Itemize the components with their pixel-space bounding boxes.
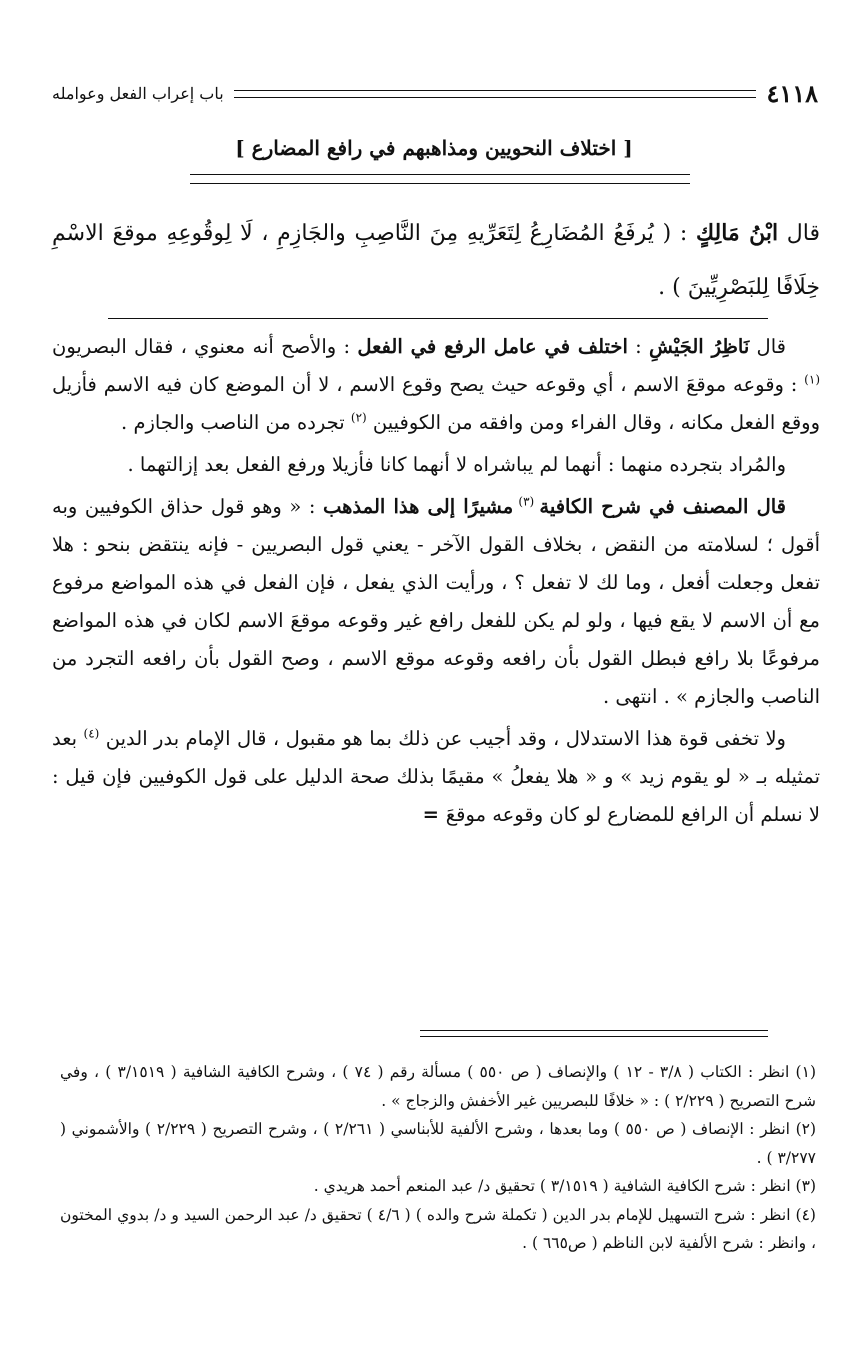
footnote-4: (٤) انظر : شرح التسهيل للإمام بدر الدين ( تكملة شرح والده ) ( ٤/٦ ) تحقيق د/ عبد الرحمن السيد و د/ بدوي المختون ، وانظر : شرح الألفية لابن الناظم ( ص٦٦٥ ) . bbox=[60, 1205, 816, 1252]
footnote-ref-2[interactable]: (٢) bbox=[350, 410, 367, 425]
paragraph-2: والمُراد بتجرده منهما : أنهما لم يباشراه لا أنهما كانا فأزيلا ورفع الفعل بعد إزالتهما . bbox=[127, 453, 786, 476]
paragraph-1 bbox=[52, 328, 820, 442]
paragraph-3 bbox=[52, 488, 820, 716]
verse-intro: قال bbox=[778, 221, 820, 246]
footnote-3: (٣) انظر : شرح الكافية الشافية ( ٣/١٥١٩ ) تحقيق د/ عبد المنعم أحمد هريدي . bbox=[313, 1177, 816, 1195]
p1-text-a: : والأصح أنه معنوي ، فقال البصريون bbox=[52, 335, 358, 358]
footnote-2: (٢) انظر : الإنصاف ( ص ٥٥٠ ) وما بعدها ، وشرح الألفية للأبناسي ( ٢/٢٦١ ) ، وشرح التصريح ( ٢/٢٢٩ ) والأشموني ( ٣/٢٧٧ ) . bbox=[60, 1120, 817, 1167]
page-number: ٤١١٨ bbox=[766, 78, 818, 108]
p1-text-c: تجرده من الناصب والجازم . bbox=[121, 411, 351, 434]
p1-text-b: : وقوعه موقعَ الاسم ، أي وقوعه حيث يصح وقوع الاسم ، لا أن الموضع كان فيه الاسم فأزيل ووقع الفعل مكانه ، وقال الفراء ومن وافقه من الكوفيين bbox=[52, 373, 820, 434]
footnote-ref-1[interactable]: (١) bbox=[804, 372, 820, 387]
chapter-title: باب إعراب الفعل وعوامله bbox=[52, 83, 224, 103]
p3-bold-a: قال المصنف في شرح الكافية bbox=[539, 495, 786, 518]
p3-text: : « وهو قول حذاق الكوفيين وبه أقول ؛ لسلامته من النقض ، بخلاف القول الآخر - يعني قول البصريين - فإنه ينتقض بنحو : هلا تفعل وجعلت أفعل ، وما لك لا تفعل ؟ ، ورأيت الذي يفعل ، فإن الفعل في هذه المواضع مرفوع مع أن الاسم لا يقع فيها ، ولو لم يكن للفعل رافع غير وقوعه موقعَ الاسم لكان في هذه المواضع مرفوعًا بلا رافع فبطل القول بأن رافعه وقوعه موقع الاسم ، وصح القول بأن رافعه التجرد من الناصب والجازم » . انتهى . bbox=[52, 495, 820, 708]
p4-text-a: ولا تخفى قوة هذا الاستدلال ، وقد أجيب عن ذلك بما هو مقبول ، قال الإمام بدر الدين bbox=[99, 727, 786, 750]
p4-text-b: بعد تمثيله بـ « لو يقوم زيد » و « هلا يفعلُ » مقيمًا بذلك صحة الدليل على قول الكوفيين فإن قيل : لا نسلم أن الرافع للمضارع لو كان وقوعه موقعَ bbox=[52, 727, 820, 826]
verse-author: ابْنُ مَالِكٍ bbox=[695, 220, 779, 246]
section-title: [ اختلاف النحويين ومذاهبهم في رافع المضارع ] bbox=[235, 136, 633, 160]
continuation-mark: = bbox=[422, 803, 446, 826]
p1-bold-phrase: اختلف في عامل الرفع في الفعل bbox=[357, 335, 628, 358]
footnote-1: (١) انظر : الكتاب ( ٣/٨ - ١٢ ) والإنصاف ( ص ٥٥٠ ) مسألة رقم ( ٧٤ ) ، وشرح الكافية الشافية ( ٣/١٥١٩ ) ، وفي شرح التصريح ( ٢/٢٢٩ ) : « خلافًا للبصريين غير الأخفش والزجاج » . bbox=[60, 1063, 816, 1110]
footnote-ref-4[interactable]: (٤) bbox=[83, 726, 100, 741]
p1-author: نَاظِرُ الجَيْشِ bbox=[649, 335, 750, 358]
paragraph-4 bbox=[52, 720, 820, 834]
header-rule bbox=[234, 90, 757, 98]
verse-separator bbox=[108, 318, 768, 319]
verse-quote bbox=[52, 206, 820, 315]
running-header bbox=[52, 76, 818, 110]
p3-bold-b: مشيرًا إلى هذا المذهب bbox=[323, 495, 514, 518]
footnote-ref-3[interactable]: (٣) bbox=[513, 494, 540, 509]
footnote-separator bbox=[420, 1030, 768, 1037]
commentary-body bbox=[52, 328, 820, 838]
p1-colon: : bbox=[627, 335, 650, 358]
title-underline bbox=[190, 174, 690, 184]
verse-text: : ( يُرفَعُ المُضَارِعُ لِتَعَرِّيهِ مِنَ النَّاصِبِ والجَازِمِ ، لَا لِوقُوعِهِ موقعَ الاسْمِ خِلَافًا لِلبَصْرِيِّينَ ) . bbox=[52, 221, 820, 300]
p1-intro: قال bbox=[749, 335, 786, 358]
footnotes bbox=[60, 1058, 816, 1258]
